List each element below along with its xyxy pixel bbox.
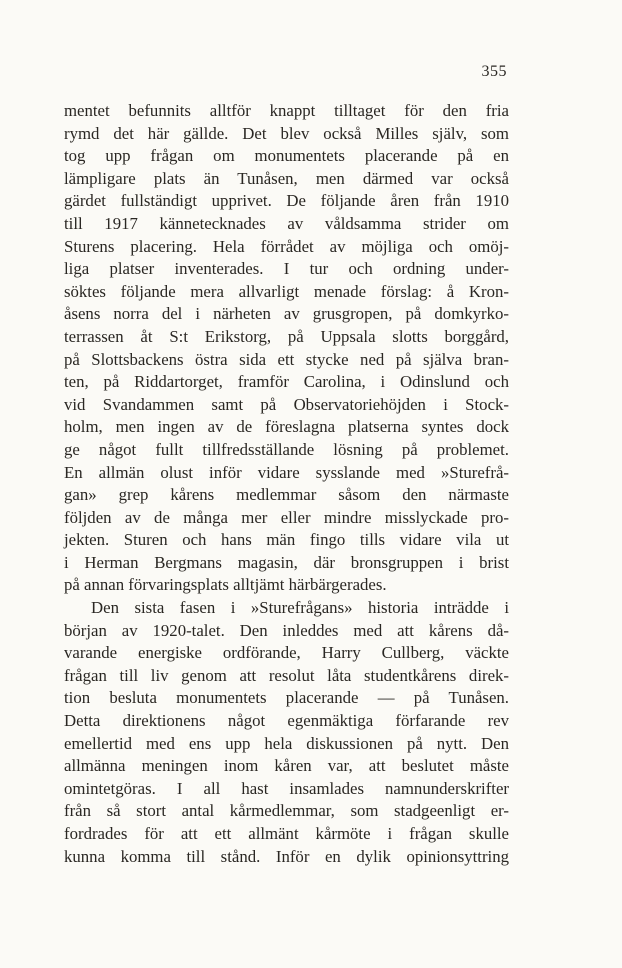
text-line: mentet befunnits alltför knappt tilltaget för den fria [64, 101, 509, 120]
text-line: omintetgöras. I all hast insamlades namnunderskrifter [64, 778, 509, 798]
text-line: liga platser inventerades. I tur och ordning under- [64, 259, 509, 279]
text-line: fordrades för att ett allmänt kårmöte i frågan skulle [64, 824, 509, 843]
body-text [64, 100, 509, 868]
text-line: terrassen åt S:t Erikstorg, på Uppsala slotts borggård, [64, 326, 509, 346]
text-line: rymd det här gällde. Det blev också Milles själv, som [64, 123, 509, 143]
text-line: åsens norra del i närheten av grusgropen, på domkyrko- [64, 304, 509, 324]
text-line: holm, men ingen av de föreslagna platserna syntes dock [64, 417, 509, 437]
page-number: 355 [481, 63, 507, 80]
text-line: ten, på Riddartorget, framför Carolina, i Odinslund och [64, 372, 509, 392]
text-line: från så stort antal kårmedlemmar, som stadgeenligt er- [64, 801, 509, 821]
text-line: Detta direktionens något egenmäktiga förfarande rev [64, 711, 509, 731]
text-line: i Herman Bergmans magasin, där bronsgruppen i brist [64, 552, 509, 572]
text-line: på Slottsbackens östra sida ett stycke ned på själva bran- [64, 349, 509, 369]
text-line: till 1917 kännetecknades av våldsamma strider om [64, 213, 509, 233]
text-line: söktes följande mera allvarligt menade förslag: å Kron- [64, 281, 509, 301]
text-line: på annan förvaringsplats alltjämt härbärgerades. [64, 575, 387, 595]
text-line: Den sista fasen i »Sturefrågans» historia inträdde i [91, 598, 509, 618]
text-line: jekten. Sturen och hans män fingo tills vidare vila ut [64, 530, 509, 550]
text-line: ge något fullt tillfredsställande lösning på problemet. [64, 439, 509, 459]
text-line: tog upp frågan om monumentets placerande på en [64, 146, 509, 166]
text-line: tion besluta monumentets placerande — på Tunåsen. [64, 688, 509, 708]
text-line: gärdet fullständigt upprivet. De följande åren från 1910 [64, 191, 509, 211]
text-line: allmänna meningen inom kåren var, att beslutet måste [64, 756, 509, 776]
text-line: kunna komma till stånd. Inför en dylik opinionsyttring [64, 846, 509, 866]
text-line: emellertid med ens upp hela diskussionen på nytt. Den [64, 733, 509, 753]
text-line: början av 1920-talet. Den inleddes med att kårens då- [64, 620, 509, 640]
text-line: frågan till liv genom att resolut låta studentkårens direk- [64, 665, 509, 685]
text-line: gan» grep kårens medlemmar såsom den närmaste [64, 485, 509, 505]
text-line: En allmän olust inför vidare sysslande med »Sturefrå- [64, 462, 509, 482]
text-line: Sturens placering. Hela förrådet av möjliga och omöj- [64, 236, 509, 256]
text-line: följden av de många mer eller mindre misslyckade pro- [64, 507, 509, 527]
text-line: varande energiske ordförande, Harry Cullberg, väckte [64, 643, 509, 663]
text-line: vid Svandammen samt på Observatoriehöjden i Stock- [64, 394, 509, 414]
text-line: lämpligare plats än Tunåsen, men därmed var också [64, 168, 509, 188]
